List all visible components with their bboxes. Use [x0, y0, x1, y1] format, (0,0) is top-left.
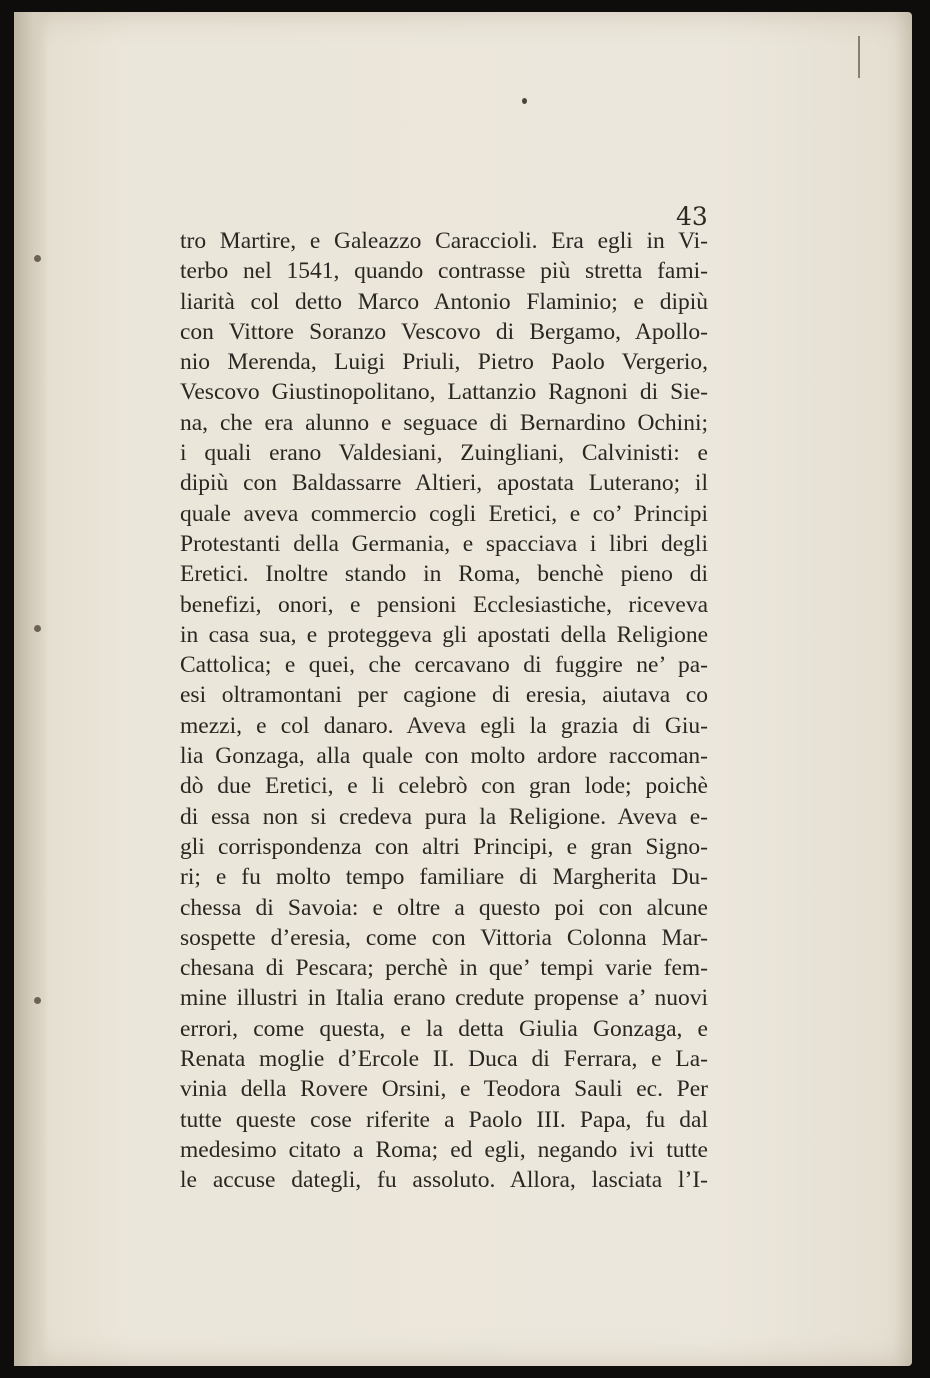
text-line: medesimo citato a Roma; ed egli, negando ivi tutte	[180, 1136, 708, 1163]
body-text	[180, 226, 708, 1196]
text-line: Vescovo Giustinopolitano, Lattanzio Ragnoni di Sie-	[180, 379, 708, 406]
text-line: tro Martire, e Galeazzo Caraccioli. Era egli in Vi-	[180, 228, 708, 254]
text-line: sospette d’eresia, come con Vittoria Colonna Mar-	[180, 924, 708, 951]
text-line: mezzi, e col danaro. Aveva egli la grazia di Giu-	[180, 712, 708, 739]
text-line: Protestanti della Germania, e spacciava i libri degli	[180, 530, 708, 557]
text-line: lia Gonzaga, alla quale con molto ardore raccoman-	[180, 743, 708, 770]
text-line: benefizi, onori, e pensioni Ecclesiastiche, riceveva	[180, 591, 708, 618]
text-line: ri; e fu molto tempo familiare di Margherita Du-	[180, 864, 708, 891]
text-line: nio Merenda, Luigi Priuli, Pietro Paolo Vergerio,	[180, 349, 708, 376]
text-line: dò due Eretici, e li celebrò con gran lode; poichè	[180, 773, 708, 800]
text-line: na, che era alunno e seguace di Bernardino Ochini;	[180, 409, 708, 436]
ink-speck	[522, 98, 527, 104]
text-line: errori, come questa, e la detta Giulia Gonzaga, e	[180, 1015, 708, 1042]
text-line: vinia della Rovere Orsini, e Teodora Sauli ec. Per	[180, 1076, 708, 1103]
text-line: dipiù con Baldassarre Altieri, apostata Luterano; il	[180, 470, 708, 497]
text-line: Renata moglie d’Ercole II. Duca di Ferrara, e La-	[180, 1046, 708, 1073]
text-line: Cattolica; e quei, che cercavano di fuggire ne’ pa-	[180, 652, 708, 679]
text-line: in casa sua, e proteggeva gli apostati della Religione	[180, 621, 708, 648]
text-line: mine illustri in Italia erano credute propense a’ nuovi	[180, 985, 708, 1012]
text-line: esi oltramontani per cagione di eresia, aiutava co	[180, 682, 708, 709]
book-page	[14, 12, 912, 1366]
page-number: 43	[676, 202, 708, 231]
text-line: quale aveva commercio cogli Eretici, e co’ Principi	[180, 500, 708, 527]
text-line: di essa non si credeva pura la Religione. Aveva e-	[180, 803, 708, 830]
binding-stitch	[34, 625, 41, 632]
text-line: le accuse dategli, fu assoluto. Allora, lasciata l’I-	[180, 1167, 708, 1194]
text-line: chesana di Pescara; perchè in que’ tempi varie fem-	[180, 955, 708, 982]
binding-gutter	[14, 12, 48, 1366]
text-line: con Vittore Soranzo Vescovo di Bergamo, Apollo-	[180, 318, 708, 345]
text-line: i quali erano Valdesiani, Zuingliani, Calvinisti: e	[180, 440, 708, 467]
text-line: Eretici. Inoltre stando in Roma, benchè pieno di	[180, 561, 708, 588]
binding-stitch	[34, 997, 41, 1004]
page-edge-mark	[858, 36, 860, 78]
text-line: gli corrispondenza con altri Principi, e gran Signo-	[180, 833, 708, 860]
text-line: liarità col detto Marco Antonio Flaminio; e dipiù	[180, 288, 708, 315]
text-line: chessa di Savoia: e oltre a questo poi con alcune	[180, 894, 708, 921]
text-line: terbo nel 1541, quando contrasse più stretta fami-	[180, 258, 708, 285]
binding-stitch	[34, 255, 41, 262]
text-line: tutte queste cose riferite a Paolo III. Papa, fu dal	[180, 1106, 708, 1133]
